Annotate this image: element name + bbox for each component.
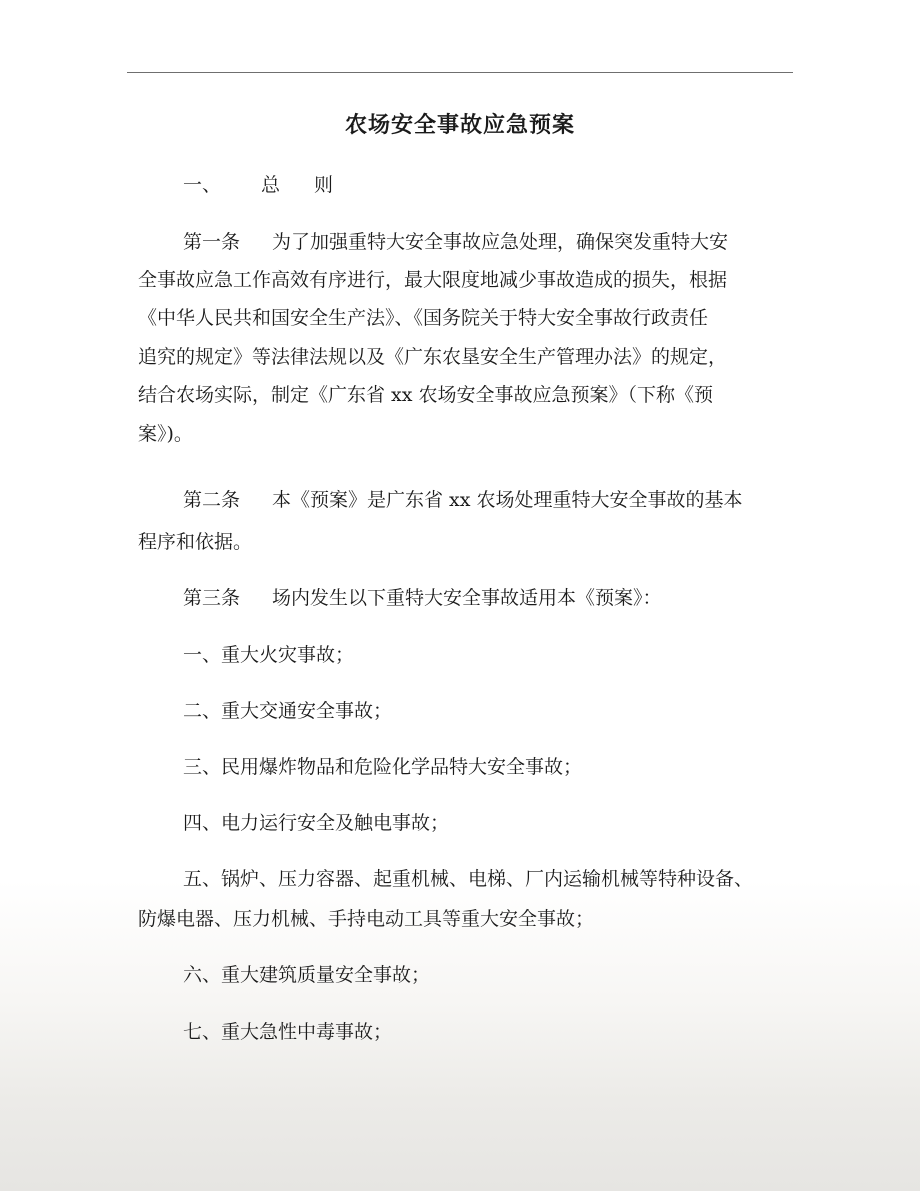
article2-line-2: 程序和依据。: [138, 531, 253, 553]
article3-label: 第三条: [183, 587, 241, 609]
article2-line-1: [183, 486, 920, 514]
list-item: 一、重大火灾事故；: [183, 644, 355, 666]
section-heading-char-2: 则: [314, 174, 334, 196]
list-item: 五、锅炉、压力容器、起重机械、电梯、厂内运输机械等特种设备、: [183, 868, 754, 890]
list-item-continuation: 防爆电器、压力机械、手持电动工具等重大安全事故；: [138, 908, 595, 930]
article1-text-1: 为了加强重特大安全事故应急处理，确保突发重特大安: [272, 231, 729, 253]
list-item: 六、重大建筑质量安全事故；: [183, 964, 431, 986]
section-heading: [183, 171, 920, 199]
article1-line-6: 案》)。: [138, 423, 193, 445]
section-heading-char-1: 总: [261, 174, 281, 196]
article2-text-1: 本《预案》是广东省 xx 农场处理重特大安全事故的基本: [272, 489, 743, 511]
article3-line: [183, 584, 920, 612]
article3-text: 场内发生以下重特大安全事故适用本《预案》：: [272, 587, 662, 609]
section-number: 一、: [183, 174, 222, 196]
article1-label: 第一条: [183, 231, 241, 253]
list-item: 七、重大急性中毒事故；: [183, 1021, 393, 1043]
header-rule: [127, 72, 793, 73]
article1-line-1: [183, 228, 920, 256]
list-item: 四、电力运行安全及触电事故；: [183, 812, 450, 834]
list-item: 三、民用爆炸物品和危险化学品特大安全事故；: [183, 756, 583, 778]
article1-line-5: 结合农场实际，制定《广东省 xx 农场安全事故应急预案》（下称《预: [138, 384, 714, 406]
article1-line-2: 全事故应急工作高效有序进行，最大限度地减少事故造成的损失，根据: [138, 269, 728, 291]
article1-line-4: 追究的规定》等法律法规以及《广东农垦安全生产管理办法》的规定，: [138, 346, 728, 368]
list-item: 二、重大交通安全事故；: [183, 700, 393, 722]
article1-line-3: 《中华人民共和国安全生产法》、《国务院关于特大安全事故行政责任: [138, 307, 709, 329]
article2-label: 第二条: [183, 489, 241, 511]
document-title: 农场安全事故应急预案: [344, 112, 575, 138]
